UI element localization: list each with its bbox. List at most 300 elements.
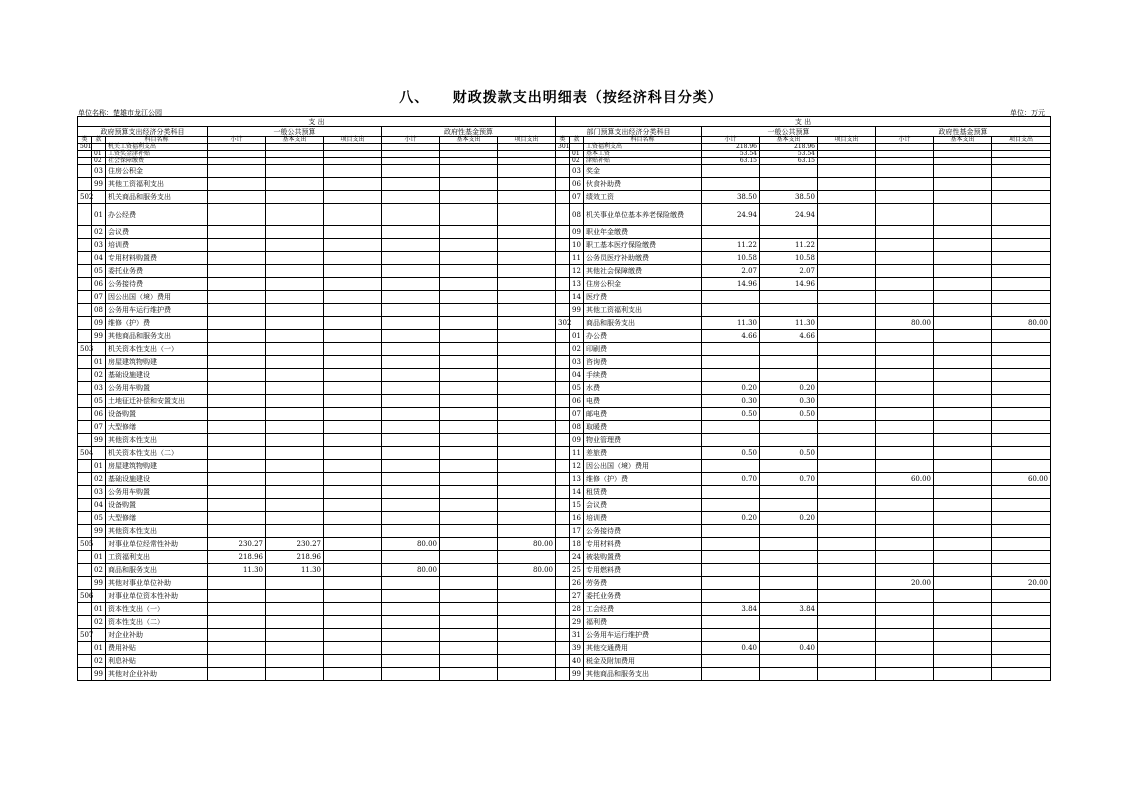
right-fund-basic <box>934 629 992 642</box>
left-general-basic <box>266 421 324 434</box>
left-general-subtotal <box>208 226 266 239</box>
right-fund-subtotal <box>876 512 934 525</box>
left-fund-subtotal <box>382 265 440 278</box>
left-general-basic <box>266 317 324 330</box>
left-class-code <box>78 151 92 158</box>
right-fund-project <box>992 564 1051 577</box>
left-fund-subtotal <box>382 369 440 382</box>
right-fund-subtotal <box>876 265 934 278</box>
right-fund-project <box>992 525 1051 538</box>
right-class-code <box>556 239 570 252</box>
right-item-code: 08 <box>570 204 584 226</box>
left-subject-name: 专用材料购置费 <box>106 252 208 265</box>
right-fund-project <box>992 434 1051 447</box>
right-general-subtotal: 14.96 <box>702 278 760 291</box>
left-general-basic <box>266 151 324 158</box>
right-fund-project <box>992 158 1051 165</box>
left-subject-name: 设备购置 <box>106 499 208 512</box>
left-general-subtotal <box>208 382 266 395</box>
left-subject-name: 基础设施建设 <box>106 369 208 382</box>
right-fund-basic <box>934 434 992 447</box>
right-general-project <box>818 668 876 681</box>
left-general-basic: 218.96 <box>266 551 324 564</box>
left-general-subtotal <box>208 204 266 226</box>
right-general-subtotal: 10.58 <box>702 252 760 265</box>
left-fund-project <box>498 447 556 460</box>
right-item-code: 07 <box>570 408 584 421</box>
left-class-code <box>78 239 92 252</box>
left-class-code <box>78 421 92 434</box>
header-kind-item: 款 <box>92 137 106 144</box>
left-fund-project <box>498 395 556 408</box>
left-item-code: 01 <box>92 551 106 564</box>
table-row <box>78 343 1051 356</box>
left-general-basic <box>266 278 324 291</box>
right-item-code: 15 <box>570 499 584 512</box>
left-general-subtotal <box>208 460 266 473</box>
left-general-subtotal <box>208 668 266 681</box>
left-general-basic <box>266 629 324 642</box>
left-general-project <box>324 486 382 499</box>
right-fund-subtotal <box>876 629 934 642</box>
left-fund-subtotal <box>382 499 440 512</box>
left-class-code <box>78 158 92 165</box>
left-class-code <box>78 642 92 655</box>
left-fund-subtotal <box>382 577 440 590</box>
left-class-code <box>78 165 92 178</box>
header-basic: 基本支出 <box>760 137 818 144</box>
left-subject-name: 对事业单位资本性补助 <box>106 590 208 603</box>
table-row <box>78 434 1051 447</box>
right-general-subtotal: 63.15 <box>702 158 760 165</box>
left-fund-basic <box>440 178 498 191</box>
right-class-code <box>556 642 570 655</box>
left-class-code <box>78 291 92 304</box>
right-class-code <box>556 204 570 226</box>
right-general-subtotal <box>702 564 760 577</box>
right-fund-subtotal <box>876 304 934 317</box>
left-item-code: 08 <box>92 304 106 317</box>
left-fund-basic <box>440 512 498 525</box>
left-fund-subtotal <box>382 278 440 291</box>
left-fund-subtotal <box>382 421 440 434</box>
left-fund-project <box>498 603 556 616</box>
header-subtotal: 小计 <box>382 137 440 144</box>
left-item-code: 99 <box>92 668 106 681</box>
right-general-subtotal: 0.30 <box>702 395 760 408</box>
right-subject-name: 职工基本医疗保险缴费 <box>584 239 702 252</box>
left-fund-basic <box>440 629 498 642</box>
right-item-code: 03 <box>570 356 584 369</box>
right-fund-project <box>992 616 1051 629</box>
right-fund-project <box>992 330 1051 343</box>
left-fund-basic <box>440 577 498 590</box>
right-class-code <box>556 525 570 538</box>
left-fund-project <box>498 356 556 369</box>
right-general-subtotal: 11.22 <box>702 239 760 252</box>
left-class-code <box>78 178 92 191</box>
right-class-code <box>556 590 570 603</box>
left-subject-name: 工资奖金津补贴 <box>106 151 208 158</box>
left-fund-basic <box>440 204 498 226</box>
left-general-subtotal <box>208 252 266 265</box>
left-general-project <box>324 642 382 655</box>
right-general-basic <box>760 291 818 304</box>
left-fund-basic <box>440 317 498 330</box>
right-fund-project: 20.00 <box>992 577 1051 590</box>
right-general-project <box>818 408 876 421</box>
right-fund-basic <box>934 151 992 158</box>
left-fund-subtotal <box>382 629 440 642</box>
right-general-basic <box>760 538 818 551</box>
left-general-basic <box>266 330 324 343</box>
left-class-code: 504 <box>78 447 92 460</box>
right-fund-project <box>992 226 1051 239</box>
right-general-project <box>818 178 876 191</box>
right-fund-subtotal <box>876 252 934 265</box>
left-fund-subtotal <box>382 317 440 330</box>
left-general-subtotal <box>208 330 266 343</box>
left-fund-basic <box>440 252 498 265</box>
right-class-code <box>556 356 570 369</box>
left-item-code: 02 <box>92 564 106 577</box>
left-class-code: 503 <box>78 343 92 356</box>
right-general-basic: 0.30 <box>760 395 818 408</box>
left-general-subtotal <box>208 512 266 525</box>
right-class-code <box>556 668 570 681</box>
left-item-code: 09 <box>92 317 106 330</box>
right-fund-project <box>992 551 1051 564</box>
right-subject-name: 公务员医疗补助缴费 <box>584 252 702 265</box>
right-fund-basic <box>934 317 992 330</box>
right-general-basic <box>760 434 818 447</box>
right-class-code <box>556 629 570 642</box>
right-fund-subtotal <box>876 616 934 629</box>
left-fund-basic <box>440 447 498 460</box>
right-fund-subtotal <box>876 291 934 304</box>
right-fund-project <box>992 265 1051 278</box>
right-item-code: 17 <box>570 525 584 538</box>
right-fund-project <box>992 191 1051 204</box>
right-general-subtotal <box>702 486 760 499</box>
left-item-code: 03 <box>92 486 106 499</box>
right-fund-subtotal <box>876 239 934 252</box>
left-general-project <box>324 304 382 317</box>
left-item-code: 04 <box>92 499 106 512</box>
left-class-code <box>78 382 92 395</box>
right-fund-subtotal <box>876 590 934 603</box>
left-fund-project <box>498 304 556 317</box>
right-general-subtotal <box>702 460 760 473</box>
left-fund-subtotal <box>382 204 440 226</box>
left-fund-project <box>498 382 556 395</box>
left-general-subtotal: 230.27 <box>208 538 266 551</box>
right-fund-project <box>992 668 1051 681</box>
table-row <box>78 460 1051 473</box>
right-general-basic <box>760 551 818 564</box>
right-fund-basic <box>934 421 992 434</box>
right-class-code <box>556 603 570 616</box>
right-item-code: 31 <box>570 629 584 642</box>
left-class-code <box>78 204 92 226</box>
left-general-project <box>324 395 382 408</box>
header-right-fund: 政府性基金预算 <box>876 127 1051 137</box>
table-row <box>78 330 1051 343</box>
left-general-project <box>324 239 382 252</box>
right-fund-subtotal <box>876 447 934 460</box>
right-fund-basic <box>934 369 992 382</box>
left-subject-name: 资本性支出（一） <box>106 603 208 616</box>
right-fund-subtotal <box>876 330 934 343</box>
right-general-subtotal <box>702 304 760 317</box>
left-general-subtotal: 218.96 <box>208 551 266 564</box>
table-row <box>78 525 1051 538</box>
right-fund-subtotal <box>876 551 934 564</box>
right-general-basic: 38.50 <box>760 191 818 204</box>
left-class-code <box>78 512 92 525</box>
left-general-project <box>324 191 382 204</box>
right-fund-project <box>992 460 1051 473</box>
left-subject-name: 房屋建筑物购建 <box>106 460 208 473</box>
right-fund-basic <box>934 226 992 239</box>
left-fund-project <box>498 278 556 291</box>
right-fund-basic <box>934 278 992 291</box>
right-general-subtotal <box>702 434 760 447</box>
right-subject-name: 电费 <box>584 395 702 408</box>
left-general-project <box>324 447 382 460</box>
left-general-project <box>324 603 382 616</box>
right-class-code <box>556 512 570 525</box>
left-general-project <box>324 178 382 191</box>
table-row <box>78 551 1051 564</box>
right-class-code <box>556 486 570 499</box>
right-general-basic <box>760 460 818 473</box>
right-fund-project <box>992 421 1051 434</box>
right-fund-basic <box>934 330 992 343</box>
right-class-code <box>556 395 570 408</box>
left-general-project <box>324 151 382 158</box>
left-general-basic <box>266 369 324 382</box>
right-subject-name: 专用燃料费 <box>584 564 702 577</box>
left-item-code: 02 <box>92 473 106 486</box>
right-general-subtotal: 0.70 <box>702 473 760 486</box>
right-general-subtotal: 0.40 <box>702 642 760 655</box>
right-fund-project <box>992 408 1051 421</box>
right-general-project <box>818 158 876 165</box>
right-general-subtotal <box>702 551 760 564</box>
right-general-basic <box>760 629 818 642</box>
right-fund-subtotal <box>876 499 934 512</box>
left-fund-subtotal <box>382 525 440 538</box>
right-general-basic <box>760 668 818 681</box>
left-fund-basic <box>440 278 498 291</box>
left-fund-basic <box>440 421 498 434</box>
left-subject-name: 其他商品和服务支出 <box>106 330 208 343</box>
right-general-subtotal: 38.50 <box>702 191 760 204</box>
right-subject-name: 会议费 <box>584 499 702 512</box>
right-general-subtotal <box>702 165 760 178</box>
left-general-project <box>324 265 382 278</box>
left-item-code: 01 <box>92 642 106 655</box>
left-item-code: 05 <box>92 265 106 278</box>
right-general-project <box>818 317 876 330</box>
left-fund-project <box>498 158 556 165</box>
right-subject-name: 培训费 <box>584 512 702 525</box>
left-general-basic <box>266 616 324 629</box>
left-general-basic <box>266 158 324 165</box>
right-class-code <box>556 434 570 447</box>
left-item-code: 07 <box>92 421 106 434</box>
unit-label: 单位：万元 <box>1010 109 1045 117</box>
right-fund-basic <box>934 590 992 603</box>
left-subject-name: 委托业务费 <box>106 265 208 278</box>
right-general-project <box>818 144 876 151</box>
right-fund-project <box>992 278 1051 291</box>
right-item-code: 01 <box>570 151 584 158</box>
left-subject-name: 土地征迁补偿和安置支出 <box>106 395 208 408</box>
left-general-basic <box>266 447 324 460</box>
table-row <box>78 304 1051 317</box>
header-right-general: 一般公共预算 <box>702 127 876 137</box>
right-general-subtotal <box>702 369 760 382</box>
right-subject-name: 工资福利支出 <box>584 144 702 151</box>
table-row <box>78 629 1051 642</box>
left-general-subtotal <box>208 278 266 291</box>
left-general-subtotal <box>208 486 266 499</box>
left-class-code: 507 <box>78 629 92 642</box>
right-general-subtotal <box>702 538 760 551</box>
left-fund-basic <box>440 499 498 512</box>
left-fund-basic <box>440 486 498 499</box>
right-class-code <box>556 304 570 317</box>
left-general-subtotal <box>208 434 266 447</box>
left-class-code <box>78 330 92 343</box>
right-subject-name: 邮电费 <box>584 408 702 421</box>
right-subject-name: 专用材料费 <box>584 538 702 551</box>
right-subject-name: 机关事业单位基本养老保险缴费 <box>584 204 702 226</box>
table-row <box>78 512 1051 525</box>
right-general-basic <box>760 655 818 668</box>
left-item-code: 02 <box>92 616 106 629</box>
left-general-subtotal <box>208 265 266 278</box>
left-general-basic <box>266 178 324 191</box>
left-fund-subtotal <box>382 603 440 616</box>
right-general-project <box>818 564 876 577</box>
left-general-subtotal <box>208 499 266 512</box>
right-fund-subtotal <box>876 226 934 239</box>
right-fund-project: 80.00 <box>992 317 1051 330</box>
table-row <box>78 369 1051 382</box>
right-fund-project <box>992 178 1051 191</box>
header-basic: 基本支出 <box>934 137 992 144</box>
right-fund-basic <box>934 382 992 395</box>
right-fund-subtotal <box>876 158 934 165</box>
left-fund-project <box>498 317 556 330</box>
left-general-project <box>324 668 382 681</box>
right-fund-project <box>992 252 1051 265</box>
left-fund-project <box>498 178 556 191</box>
left-general-project <box>324 421 382 434</box>
right-fund-basic <box>934 408 992 421</box>
left-fund-project <box>498 616 556 629</box>
right-item-code: 11 <box>570 252 584 265</box>
right-fund-subtotal <box>876 356 934 369</box>
left-general-basic <box>266 191 324 204</box>
right-general-project <box>818 382 876 395</box>
right-fund-subtotal <box>876 525 934 538</box>
left-fund-basic <box>440 158 498 165</box>
left-class-code <box>78 616 92 629</box>
right-general-basic: 63.15 <box>760 158 818 165</box>
left-fund-subtotal <box>382 434 440 447</box>
left-class-code: 506 <box>78 590 92 603</box>
right-fund-subtotal <box>876 178 934 191</box>
left-fund-subtotal <box>382 330 440 343</box>
right-fund-basic <box>934 191 992 204</box>
right-general-basic <box>760 499 818 512</box>
left-fund-subtotal <box>382 151 440 158</box>
left-general-subtotal <box>208 151 266 158</box>
right-item-code: 09 <box>570 226 584 239</box>
header-expense-right: 支 出 <box>556 117 1051 127</box>
left-class-code <box>78 655 92 668</box>
left-class-code <box>78 226 92 239</box>
left-general-subtotal <box>208 473 266 486</box>
right-general-subtotal: 53.54 <box>702 151 760 158</box>
right-fund-project: 60.00 <box>992 473 1051 486</box>
right-general-subtotal <box>702 629 760 642</box>
right-general-basic <box>760 356 818 369</box>
right-subject-name: 商品和服务支出 <box>584 317 702 330</box>
right-fund-subtotal <box>876 642 934 655</box>
table-row <box>78 239 1051 252</box>
left-item-code: 01 <box>92 603 106 616</box>
left-subject-name: 机关工资福利支出 <box>106 144 208 151</box>
right-general-basic: 14.96 <box>760 278 818 291</box>
right-general-basic: 4.66 <box>760 330 818 343</box>
right-fund-basic <box>934 304 992 317</box>
right-general-subtotal <box>702 356 760 369</box>
left-general-basic <box>266 304 324 317</box>
left-item-code <box>92 538 106 551</box>
left-general-project <box>324 226 382 239</box>
left-fund-subtotal <box>382 178 440 191</box>
left-general-subtotal: 11.30 <box>208 564 266 577</box>
right-fund-subtotal <box>876 204 934 226</box>
right-general-project <box>818 590 876 603</box>
left-general-project <box>324 317 382 330</box>
left-fund-project <box>498 252 556 265</box>
left-fund-subtotal <box>382 512 440 525</box>
left-fund-subtotal <box>382 226 440 239</box>
right-class-code <box>556 551 570 564</box>
right-general-project <box>818 512 876 525</box>
right-fund-basic <box>934 460 992 473</box>
right-general-basic: 10.58 <box>760 252 818 265</box>
header-right-subject: 部门预算支出经济分类科目 <box>556 127 702 137</box>
right-general-basic: 0.20 <box>760 382 818 395</box>
right-subject-name: 住房公积金 <box>584 278 702 291</box>
right-class-code <box>556 655 570 668</box>
right-fund-project <box>992 512 1051 525</box>
left-fund-basic <box>440 226 498 239</box>
right-item-code: 12 <box>570 460 584 473</box>
left-subject-name: 因公出国（境）费用 <box>106 291 208 304</box>
left-fund-subtotal <box>382 356 440 369</box>
left-general-subtotal <box>208 447 266 460</box>
left-class-code: 502 <box>78 191 92 204</box>
left-class-code <box>78 473 92 486</box>
